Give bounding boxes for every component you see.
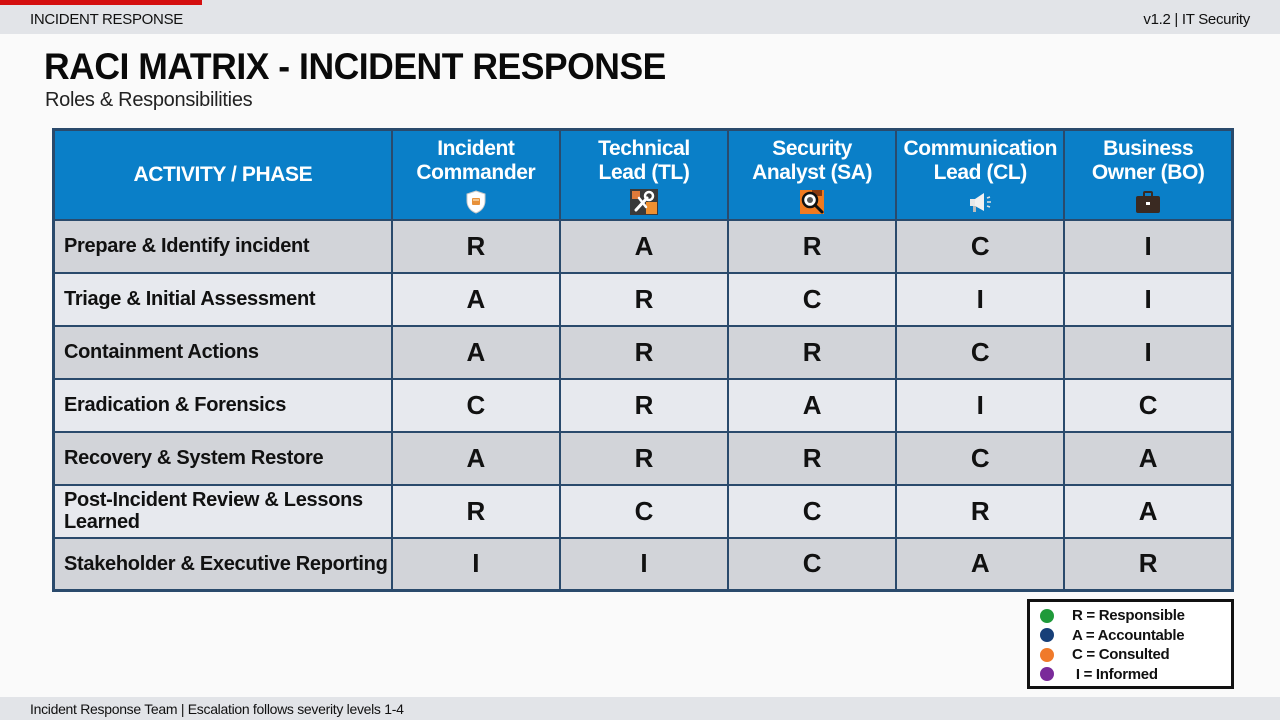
role-header-communication-lead [896,130,1064,220]
raci-cell: R [728,220,896,273]
accent-bar [0,0,202,5]
raci-cell: I [560,538,728,591]
role-title-line2: Owner (BO) [1091,161,1205,184]
role-title-line1: Incident [437,137,515,160]
activity-cell: Triage & Initial Assessment [54,273,392,326]
page-subtitle: Roles & Responsibilities [45,89,253,111]
legend-label: I = Informed [1072,665,1158,683]
raci-cell: A [728,379,896,432]
raci-cell: C [728,273,896,326]
raci-cell: I [896,379,1064,432]
raci-cell: I [1064,220,1232,273]
raci-cell: C [392,379,560,432]
raci-cell: I [1064,326,1232,379]
table-row [54,273,1233,326]
table-row [54,326,1233,379]
legend-item-responsible [1040,606,1231,626]
raci-table [52,128,1234,592]
raci-cell: A [560,220,728,273]
table-row [54,432,1233,485]
raci-cell: A [1064,485,1232,538]
activity-cell: Eradication & Forensics [54,379,392,432]
role-title-line2: Commander [416,161,536,184]
role-header-technical-lead [560,130,728,220]
raci-cell: R [392,485,560,538]
raci-cell: R [392,220,560,273]
role-title-line1: Technical [598,137,690,160]
raci-cell: C [560,485,728,538]
raci-cell: R [560,273,728,326]
raci-cell: R [560,379,728,432]
table-header-row [54,130,1233,220]
legend-item-informed [1040,665,1231,685]
raci-cell: R [560,326,728,379]
role-header-incident-commander [392,130,560,220]
table-row [54,485,1233,538]
activity-column-header: ACTIVITY / PHASE [54,130,392,220]
legend-item-consulted [1040,645,1231,665]
briefcase-icon [1134,189,1162,215]
role-title-line2: Lead (CL) [933,161,1027,184]
wrench-icon [630,189,658,215]
role-title-line1: Security [772,137,852,160]
legend-item-accountable [1040,626,1231,646]
legend-label: R = Responsible [1072,607,1185,625]
page-title: RACI MATRIX - INCIDENT RESPONSE [44,46,666,87]
raci-cell: C [728,538,896,591]
shield-icon [462,189,490,215]
raci-cell: R [1064,538,1232,591]
raci-cell: I [896,273,1064,326]
role-title-line1: Business [1103,137,1194,160]
role-header-business-owner [1064,130,1232,220]
raci-cell: I [392,538,560,591]
raci-cell: R [728,326,896,379]
raci-cell: R [896,485,1064,538]
raci-cell: C [896,432,1064,485]
section-label: INCIDENT RESPONSE [30,11,183,28]
raci-cell: C [728,485,896,538]
footer-bar [0,697,1280,720]
raci-cell: R [560,432,728,485]
table-row [54,379,1233,432]
activity-cell: Prepare & Identify incident [54,220,392,273]
navy-dot-icon [1040,628,1054,642]
orange-dot-icon [1040,648,1054,662]
role-title-line2: Analyst (SA) [752,161,873,184]
legend-label: A = Accountable [1072,626,1185,644]
activity-cell: Containment Actions [54,326,392,379]
purple-dot-icon [1040,667,1054,681]
legend-label: C = Consulted [1072,646,1170,664]
version-label: v1.2 | IT Security [1143,11,1250,28]
footer-text: Incident Response Team | Escalation follows severity levels 1-4 [30,701,404,717]
raci-cell: C [896,326,1064,379]
raci-cell: A [1064,432,1232,485]
role-title-line2: Lead (TL) [598,161,690,184]
raci-cell: A [896,538,1064,591]
raci-cell: A [392,432,560,485]
magnifier-icon [798,189,826,215]
raci-cell: I [1064,273,1232,326]
activity-cell: Stakeholder & Executive Reporting [54,538,392,591]
raci-cell: R [728,432,896,485]
table-row [54,538,1233,591]
top-bar [0,0,1280,34]
green-dot-icon [1040,609,1054,623]
activity-cell: Recovery & System Restore [54,432,392,485]
megaphone-icon [966,189,994,215]
table-row [54,220,1233,273]
activity-cell: Post-Incident Review & Lessons Learned [54,485,392,538]
role-title-line1: Communication [903,137,1058,160]
raci-cell: C [896,220,1064,273]
legend [1027,599,1234,689]
role-header-security-analyst [728,130,896,220]
raci-cell: A [392,273,560,326]
raci-cell: A [392,326,560,379]
raci-cell: C [1064,379,1232,432]
